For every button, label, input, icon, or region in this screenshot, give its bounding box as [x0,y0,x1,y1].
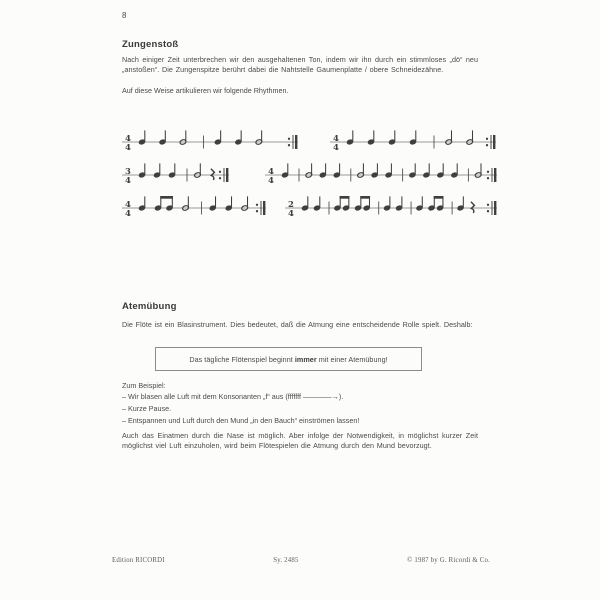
paragraph-zungenstoss-1: Nach einiger Zeit unterbrechen wir den ausgehaltenen Ton, indem wir ihn durch ein stimmloses „dö“ neu „anstoßen“. Die Zungenspitze berührt dabei die Nahtstelle Gaumenplatte / obere Schneidezähne. [122,55,478,74]
svg-text:2: 2 [288,200,294,211]
svg-text:4: 4 [288,209,294,220]
bullet-list [122,391,482,426]
footer-edition: Edition RICORDI [112,557,165,564]
rhythm-exercise-3 [120,160,231,190]
section-title-atemuebung: Atemübung [122,301,177,312]
section-title-zungenstoss: Zungenstoß [122,39,179,50]
bullet-item-blow: – Wir blasen alle Luft mit dem Konsonanten „f“ aus (fffffff ————→). [122,392,344,401]
svg-text:4: 4 [125,200,131,211]
rhythm-exercise-5 [120,193,268,223]
rhythm-exercise-2 [328,127,498,157]
callout-text-pre: Das tägliche Flötenspiel beginnt [189,354,295,364]
svg-text:4: 4 [125,209,131,220]
bullet-item-relax: – Entspannen und Luft durch den Mund „in den Bauch“ einströmen lassen! [122,415,360,425]
footer-plate-number: Sy. 2485 [273,557,299,564]
paragraph-zungenstoss-2: Auf diese Weise artikulieren wir folgende Rhythmen. [122,86,289,95]
svg-text:4: 4 [125,134,131,145]
svg-text:3: 3 [125,167,131,178]
callout-box [155,347,422,371]
rhythm-notation-block [0,0,600,240]
paragraph-atemuebung-2: Auch das Einatmen durch die Nase ist möglich. Aber infolge der Notwendigkeit, in möglichst kurzer Zeit möglichst viel Luft einzuholen, wird beim Flötespielen die Atmung durch den Mund bevorzugt. [122,431,478,450]
callout-text-post: mit einer Atemübung! [316,354,388,364]
example-label: Zum Beispiel: [122,381,166,390]
svg-text:4: 4 [268,167,274,178]
page-footer [112,557,490,564]
rhythm-exercise-4 [263,160,499,190]
callout-text-bold: immer [294,354,317,364]
svg-text:4: 4 [125,176,131,187]
footer-copyright: © 1987 by G. Ricordi & Co. [407,557,490,564]
rhythm-exercise-6 [283,193,499,223]
svg-text:4: 4 [333,134,339,145]
paragraph-atemuebung-1: Die Flöte ist ein Blasinstrument. Dies bedeutet, daß die Atmung eine entscheidende Rolle spielt. Deshalb: [122,320,473,329]
rhythm-exercise-1 [120,127,300,157]
svg-text:4: 4 [125,143,131,154]
svg-text:4: 4 [268,176,274,187]
page-number: 8 [122,11,127,20]
bullet-item-pause: – Kurze Pause. [122,403,172,413]
svg-text:4: 4 [333,143,339,154]
